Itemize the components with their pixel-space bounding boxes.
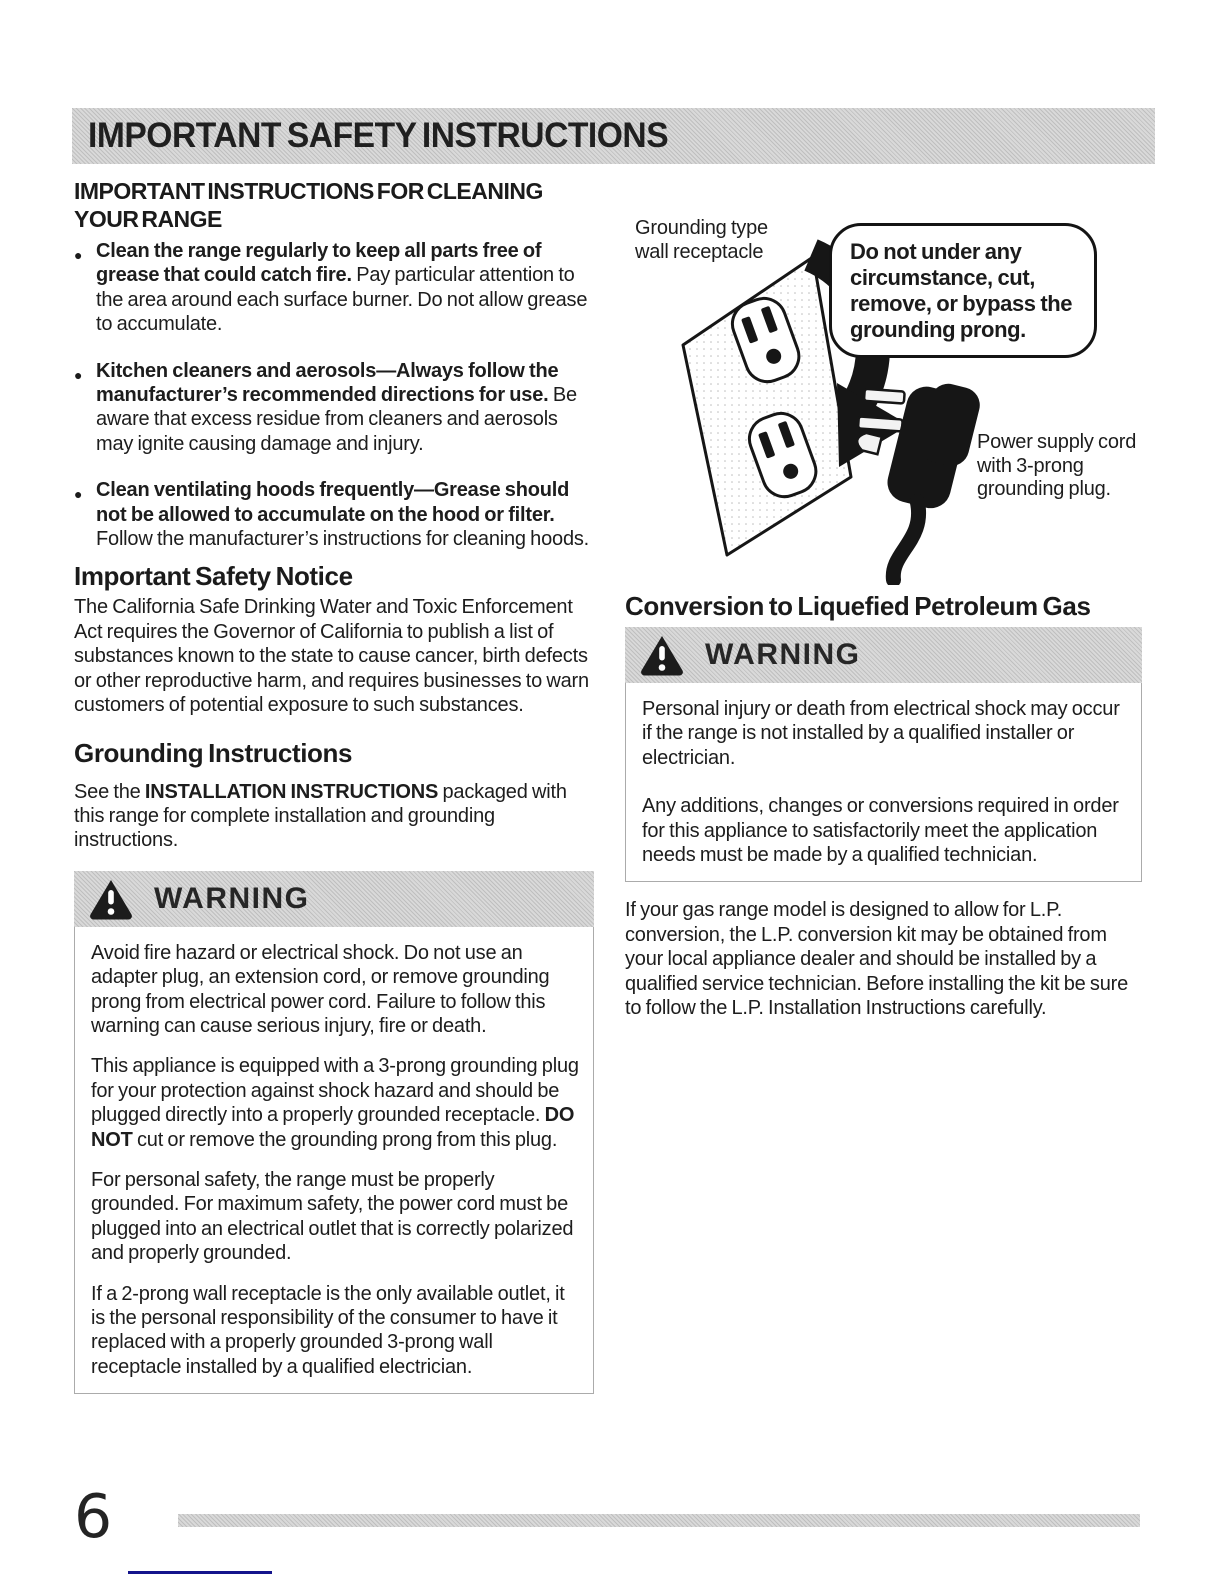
- grounding-text: packaged with this range for complete installation and grounding instructions.: [74, 780, 567, 852]
- warning-body: [74, 927, 594, 1395]
- warning-box-grounding: [74, 871, 594, 1395]
- right-column: [625, 213, 1142, 1020]
- page-banner: [72, 108, 1155, 164]
- receptacle-label: Grounding type wall receptacle: [635, 217, 768, 263]
- warning-paragraph: If a 2-prong wall receptacle is the only available outlet, it is the personal responsibility of the consumer to have it replaced with a properly grounded 3-prong wall receptacle installed by a qualified electrician.: [91, 1282, 565, 1378]
- warning-box-conversion: [625, 627, 1142, 882]
- list-item: [74, 239, 594, 337]
- grounding-illustration: [625, 213, 1142, 585]
- footer-accent-line: [128, 1571, 272, 1574]
- warning-paragraph: [91, 1054, 579, 1152]
- warning-body: [625, 683, 1142, 882]
- safety-notice-paragraph: The California Safe Drinking Water and Toxic Enforcement Act requires the Governor of California to publish a list of substances known to the state to cause cancer, birth defects or other reproductive harm, and requires businesses to warn customers of potential exposure to such substances.: [74, 596, 589, 717]
- warning-label: WARNING: [154, 881, 310, 915]
- warning-triangle-icon: [88, 878, 134, 920]
- lp-conversion-paragraph: If your gas range model is designed to allow for L.P. conversion, the L.P. conversion kit may be obtained from your local appliance dealer and should be installed by a qualified service technician. Before installing the kit be sure to follow the L.P. Installation Instructions carefully.: [625, 899, 1129, 1020]
- bullet-body-text: Be aware that excess residue from cleaners and aerosols may ignite causing damage and injury.: [96, 384, 577, 455]
- warning-text: cut or remove the grounding prong from this plug.: [132, 1128, 558, 1151]
- footer-rule: [178, 1514, 1140, 1527]
- cleaning-heading: IMPORTANT INSTRUCTIONS FOR CLEANING YOUR RANGE: [74, 178, 543, 232]
- page-title: IMPORTANT SAFETY INSTRUCTIONS: [88, 116, 669, 155]
- safety-notice-heading: Important Safety Notice: [74, 561, 353, 592]
- callout-bubble: [829, 223, 1097, 358]
- conversion-heading: Conversion to Liquefied Petroleum Gas: [625, 591, 1091, 621]
- plug-label: Power supply cord with 3-prong grounding plug.: [977, 431, 1137, 500]
- cleaning-bullet-list: [74, 239, 594, 551]
- list-item: [74, 359, 594, 457]
- warning-paragraph: For personal safety, the range must be properly grounded. For maximum safety, the power cord must be plugged into an electrical outlet that is correctly polarized and properly grounded.: [91, 1168, 574, 1265]
- bullet-body-text: Follow the manufacturer’s instructions for cleaning hoods.: [96, 528, 590, 551]
- grounding-text: See the: [74, 780, 145, 803]
- grounding-bold-text: INSTALLATION INSTRUCTIONS: [144, 780, 439, 803]
- left-column: [74, 178, 594, 1394]
- bullet-body-text: Pay particular attention to the area around each surface burner. Do not allow grease to accumulate.: [96, 264, 588, 336]
- warning-text: This appliance is equipped with a 3-prong grounding plug for your protection against shock hazard and should be plugged directly into a properly grounded receptacle.: [91, 1055, 579, 1127]
- power-cord: [892, 500, 923, 582]
- warning-paragraph: Personal injury or death from electrical shock may occur if the range is not installed by a qualified installer or electrician.: [642, 698, 1120, 769]
- warning-header: [74, 871, 594, 927]
- bullet-lead-text: Clean the range regularly to keep all parts free of grease that could catch fire.: [96, 240, 542, 287]
- grounding-paragraph: [74, 780, 594, 853]
- page-number: 6: [74, 1482, 112, 1552]
- list-item: [74, 478, 594, 551]
- bullet-lead-text: Kitchen cleaners and aerosols—Always follow the manufacturer’s recommended directions for use.: [96, 359, 559, 407]
- warning-bold-text: DO NOT: [91, 1104, 575, 1151]
- warning-paragraph: Any additions, changes or conversions required in order for this appliance to satisfactorily meet the application needs must be made by a qualified technician.: [642, 795, 1119, 867]
- callout-text: Do not under any circumstance, cut, remove, or bypass the grounding prong.: [850, 239, 1073, 342]
- bullet-lead-text: Clean ventilating hoods frequently—Grease should not be allowed to accumulate on the hood or filter.: [96, 479, 570, 526]
- warning-paragraph: Avoid fire hazard or electrical shock. Do not use an adapter plug, an extension cord, or remove grounding prong from electrical power cord. Failure to follow this warning can cause serious injury, fire or death.: [91, 941, 550, 1037]
- warning-header: [625, 627, 1142, 683]
- warning-label: WARNING: [705, 637, 861, 671]
- grounding-heading: Grounding Instructions: [74, 737, 353, 768]
- warning-triangle-icon: [639, 634, 685, 676]
